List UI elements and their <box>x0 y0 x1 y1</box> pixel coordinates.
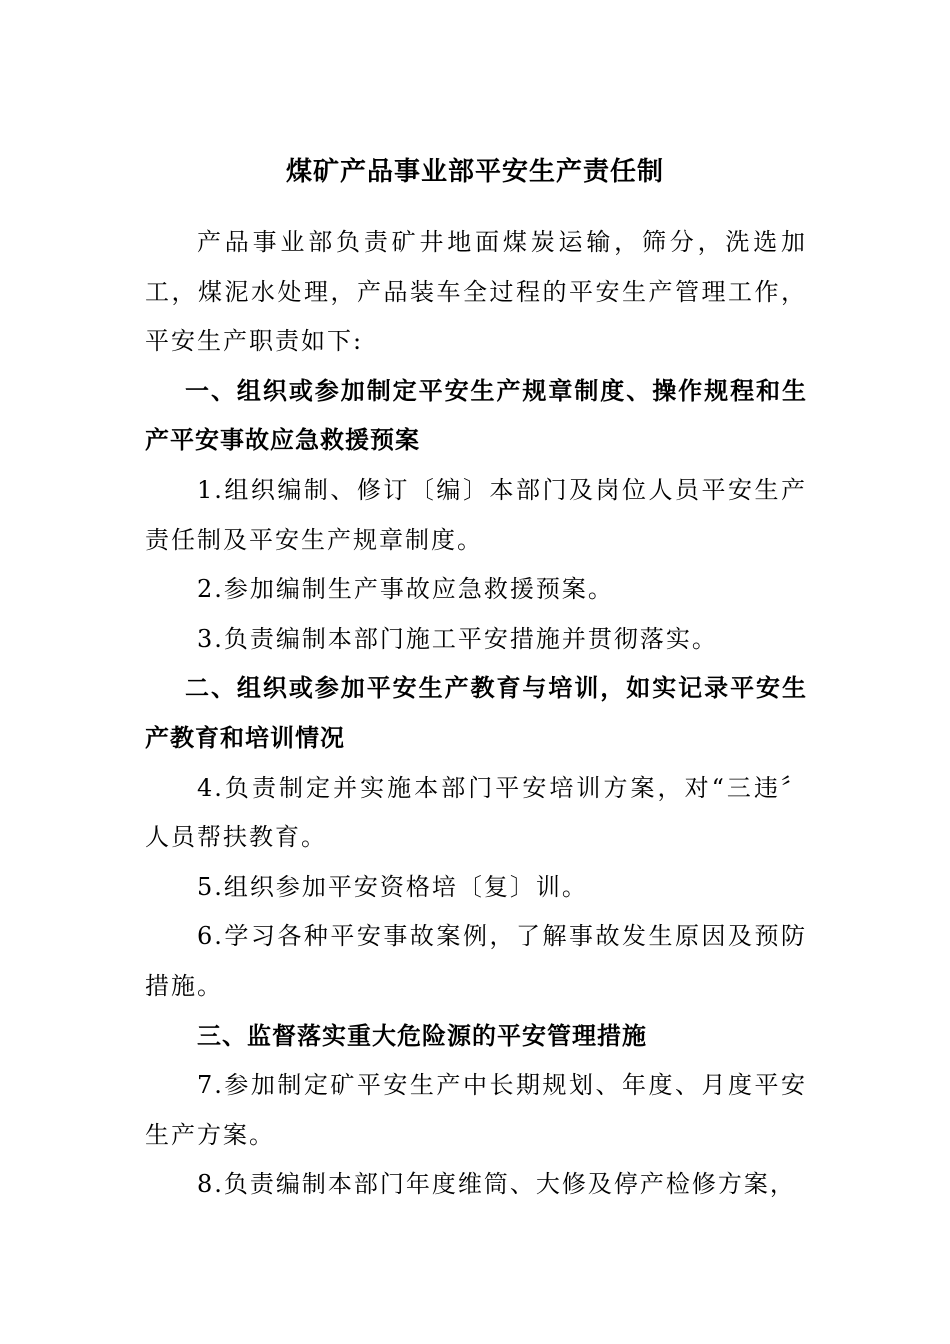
section-heading-3: 三、监督落实重大危险源的平安管理措施 <box>197 1021 647 1050</box>
list-item-4: 4.负责制定并实施本部门平安培训方案，对“三违〞人员帮扶教育。 <box>145 773 807 852</box>
list-item-2: 2.参加编制生产事故应急救援预案。 <box>197 575 614 604</box>
list-item-5: 5.组织参加平安资格培〔复〕训。 <box>197 872 588 901</box>
section-heading-2: 二、组织或参加平安生产教育与培训，如实记录平安生产教育和培训情况 <box>145 674 807 752</box>
list-item-6: 6.学习各种平安事故案例，了解事故发生原因及预防措施。 <box>145 922 807 1000</box>
list-item-8: 8.负责编制本部门年度维筒、大修及停产检修方案， <box>197 1170 796 1199</box>
list-item-7: 7.参加制定矿平安生产中长期规划、年度、月度平安生产方案。 <box>145 1071 807 1149</box>
list-item-3: 3.负责编制本部门施工平安措施并贯彻落实。 <box>197 624 718 653</box>
list-item-1: 1.组织编制、修订〔编〕本部门及岗位人员平安生产责任制及平安生产规章制度。 <box>145 475 807 554</box>
section-heading-1: 一、组织或参加制定平安生产规章制度、操作规程和生产平安事故应急救援预案 <box>145 376 807 455</box>
document-body <box>145 218 807 1210</box>
document-title: 煤矿产品事业部平安生产责任制 <box>285 157 664 187</box>
intro-paragraph: 产品事业部负责矿井地面煤炭运输，筛分，洗选加工，煤泥水处理，产品装车全过程的平安生产管理工作，平安生产职责如下: <box>145 228 807 356</box>
